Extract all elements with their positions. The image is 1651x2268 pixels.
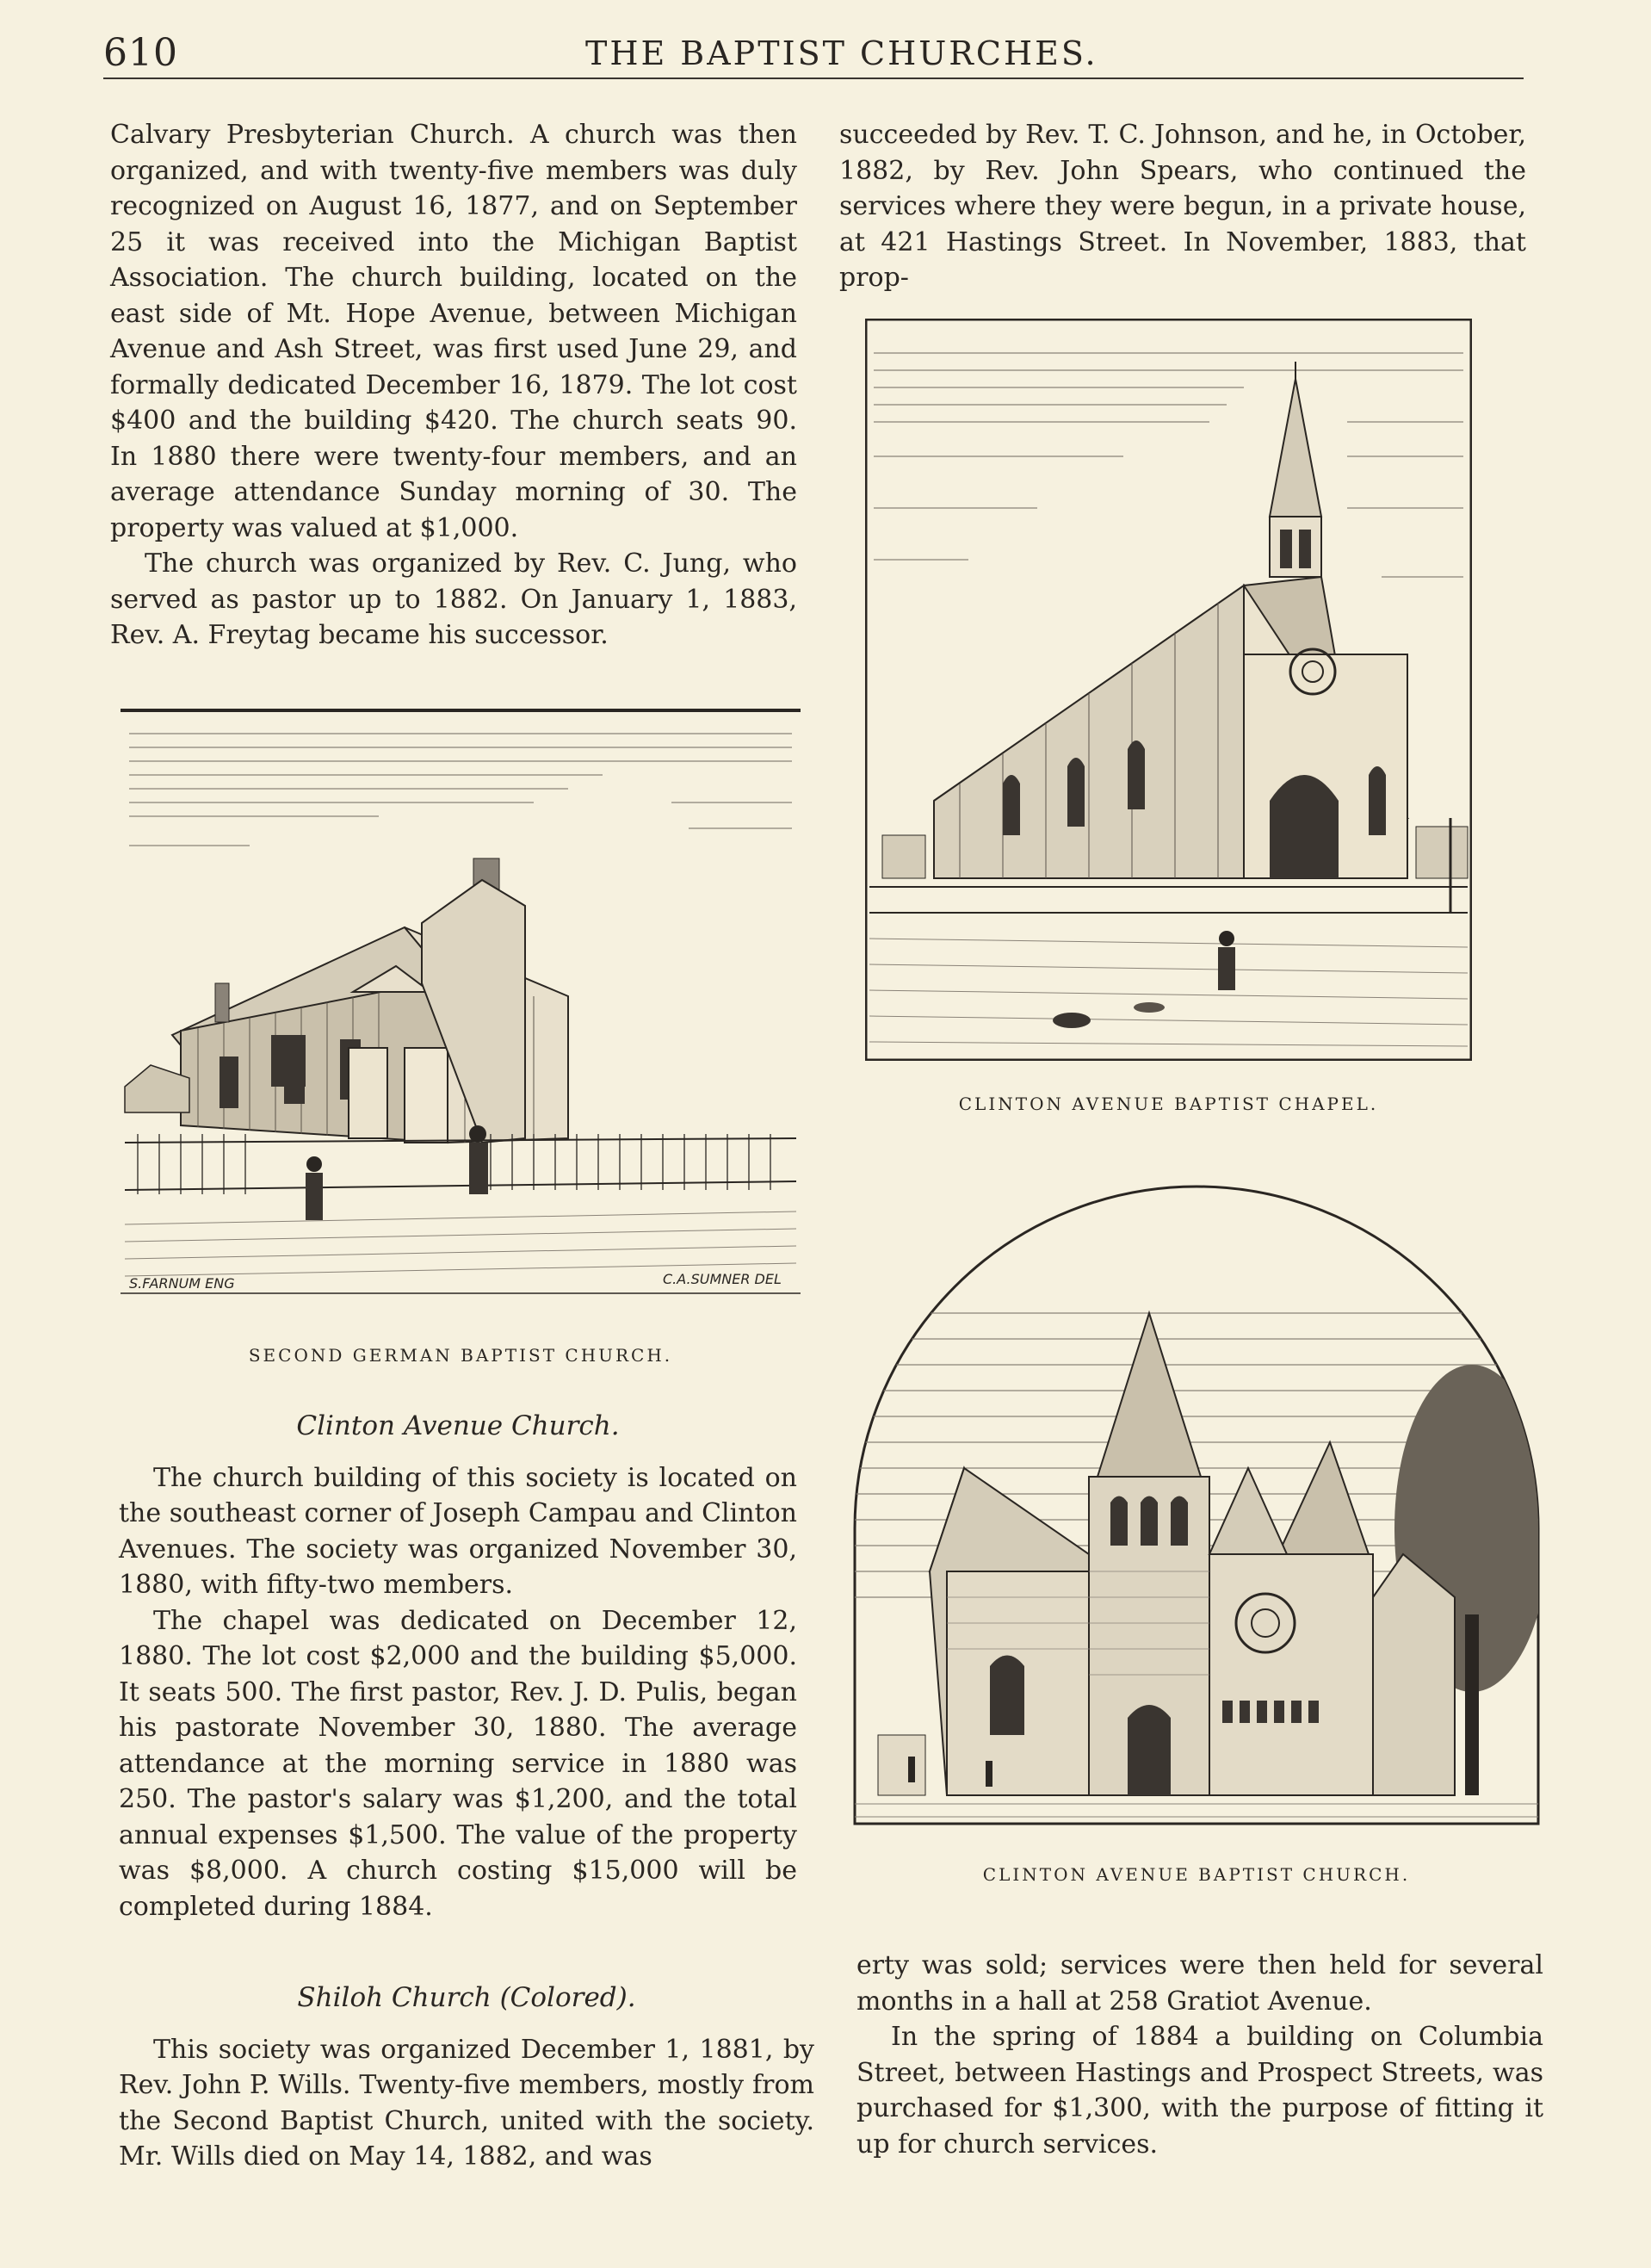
paragraph: The church building of this society is located on the southeast corner of Joseph Campau and Clinton Avenues. The society was organized November 30, 1880, with fifty-two members. (119, 1462, 797, 1600)
page-number: 610 (103, 31, 178, 75)
paragraph: Calvary Presbyterian Church. A church was then organized, and with twenty-five members was duly recognized on August 16, 1877, and on September 25 it was received into the Michigan Baptist Association. The church building, located on the east side of Mt. Hope Avenue, between Michigan Avenue and Ash Street, was first used June 29, and formally dedicated December 16, 1879. The lot cost $400 and the building $420. The church seats 90. In 1880 there were twenty-four members, and an average attendance Sunday morning of 30. The property was valued at $1,000. (110, 120, 797, 543)
paragraph: In the spring of 1884 a building on Columbia Street, between Hastings and Prospect Streets, was purchased for $1,300, with the purpose of fitting it up for church services. (856, 2022, 1543, 2160)
page-header (103, 31, 1524, 79)
paragraph: This society was organized December 1, 1881, by Rev. John P. Wills. Twenty-five members, mostly from the Second Baptist Church, united with the society. Mr. Wills died on May 14, 1882, and was (119, 2034, 814, 2172)
left-opening-text (110, 117, 797, 654)
right-top-text (839, 117, 1526, 296)
running-title: THE BAPTIST CHURCHES. (585, 34, 1098, 72)
chapel-engraving (865, 319, 1472, 1061)
figure-clinton-avenue-baptist-chapel (865, 319, 1472, 1061)
figure-second-german-baptist-church (121, 708, 801, 1306)
paragraph: succeeded by Rev. T. C. Johnson, and he, in October, 1882, by Rev. John Spears, who continued the services where they were begun, in a private house, at 421 Hastings Street. In November, 1883, that prop- (839, 120, 1526, 293)
figure-caption: CLINTON AVENUE BAPTIST CHAPEL. (958, 1094, 1379, 1114)
figure-clinton-avenue-baptist-church (852, 1184, 1541, 1826)
figure-caption: CLINTON AVENUE BAPTIST CHURCH. (982, 1864, 1411, 1885)
figure-caption: SECOND GERMAN BAPTIST CHURCH. (248, 1345, 673, 1366)
right-bottom-text (856, 1948, 1543, 2162)
header-rule (103, 77, 1524, 79)
paragraph: The chapel was dedicated on December 12, 1880. The lot cost $2,000 and the building $5,000. It seats 500. The first pastor, Rev. J. D. Pulis, began his pastorate November 30, 1880. The average attendance at the morning service in 1880 was 250. The pastor's salary was $1,200, and the total annual expenses $1,500. The value of the property was $8,000. A church costing $15,000 will be completed during 1884. (119, 1605, 797, 1922)
clinton-avenue-church-section (119, 1409, 797, 1924)
engraver-signature: S.FARNUM ENG (129, 1275, 235, 1292)
paragraph: erty was sold; services were then held for several months in a hall at 258 Gratiot Avenue. (856, 1950, 1543, 2017)
church-engraving (121, 708, 801, 1306)
section-heading: Shiloh Church (Colored). (297, 1982, 636, 2013)
paragraph: The church was organized by Rev. C. Jung, who served as pastor up to 1882. On January 1, 1883, Rev. A. Freytag became his successor. (110, 548, 797, 650)
artist-signature: C.A.SUMNER DEL (663, 1271, 782, 1287)
church-engraving-arched (852, 1184, 1541, 1826)
shiloh-church-section (119, 1980, 814, 2175)
section-heading: Clinton Avenue Church. (296, 1410, 620, 1441)
